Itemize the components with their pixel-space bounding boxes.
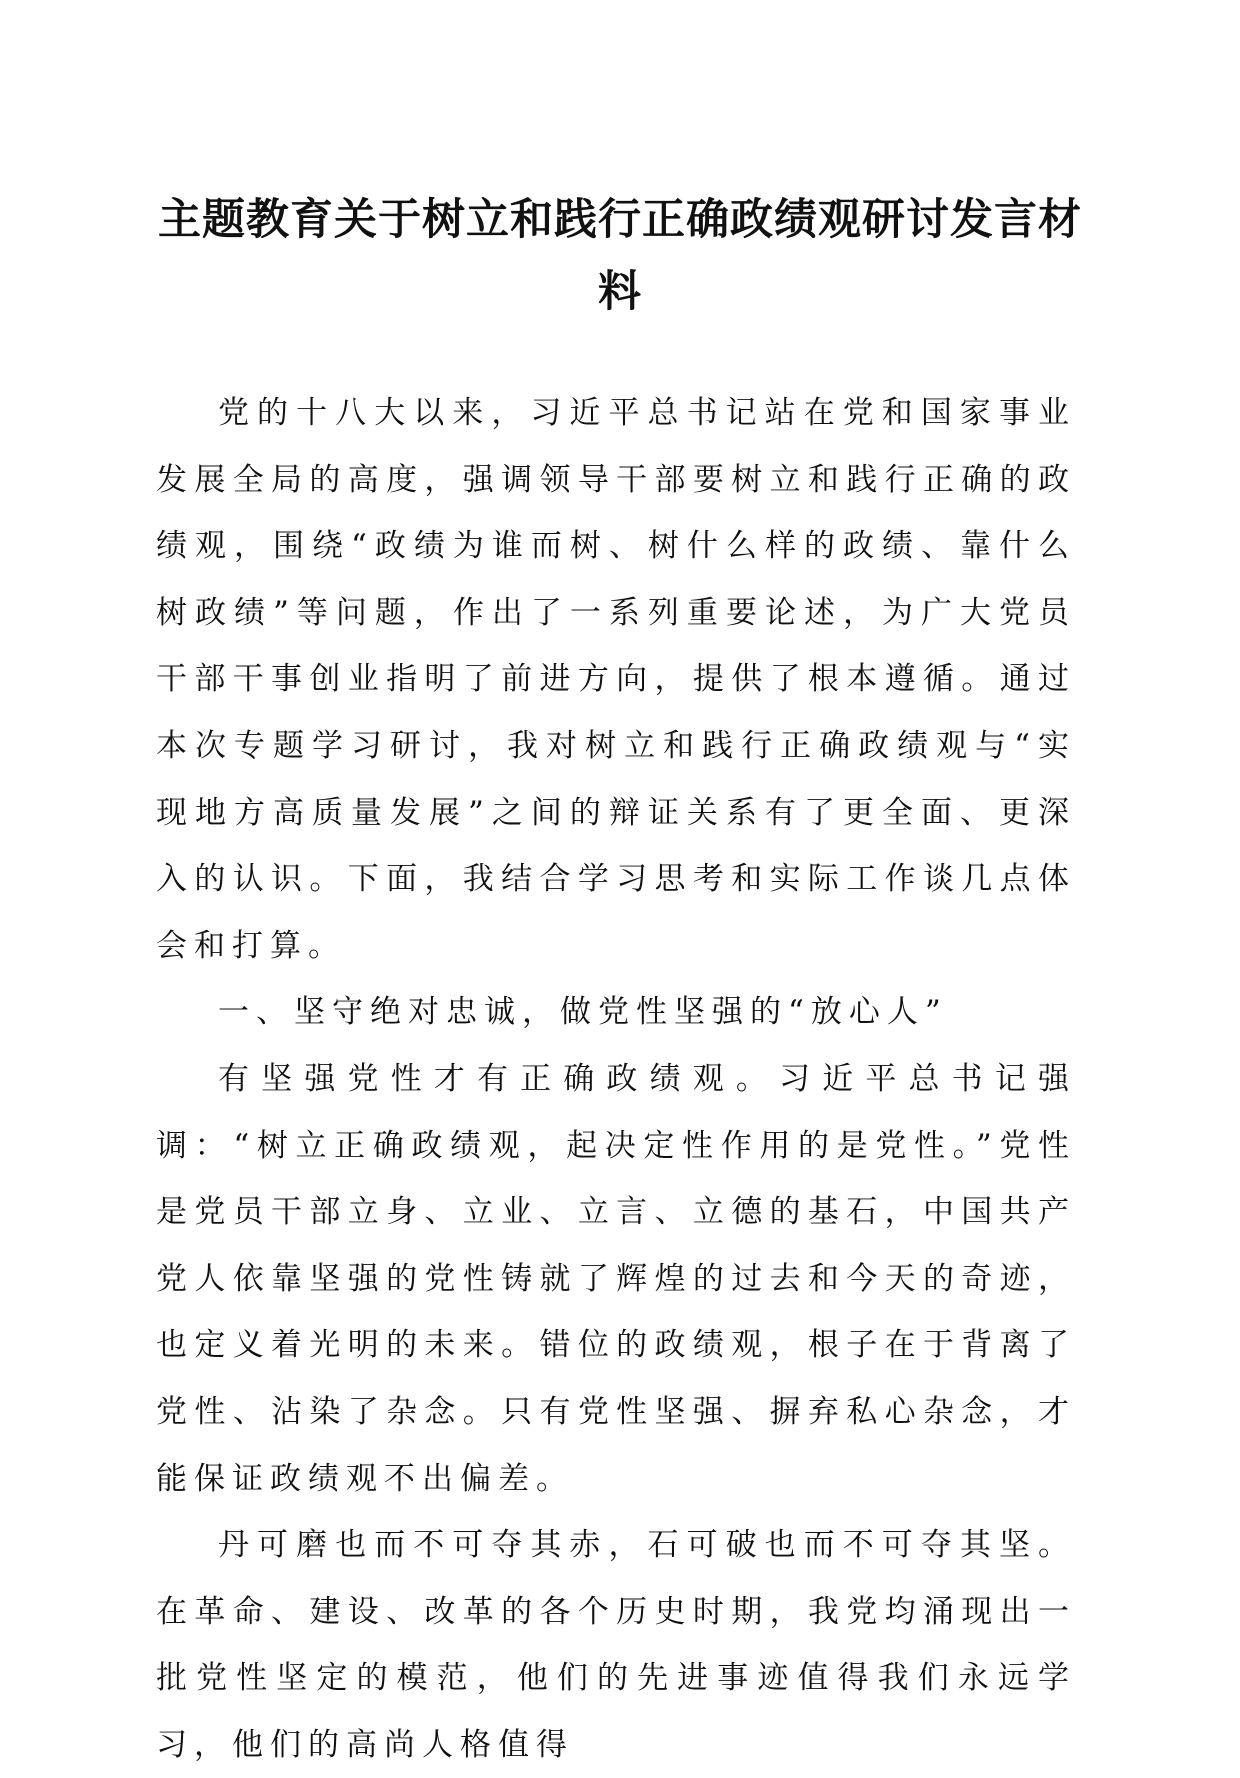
intro-paragraph: 党的十八大以来，习近平总书记站在党和国家事业发展全局的高度，强调领导干部要树立和践行正确的政绩观，围绕“政绩为谁而树、树什么样的政绩、靠什么树政绩”等问题，作出了一系列重要论述，为广大党员干部干事创业指明了前进方向，提供了根本遵循。通过本次专题学习研讨，我对树立和践行正确政绩观与“实现地方高质量发展”之间的辩证关系有了更全面、更深入的认识。下面，我结合学习思考和实际工作谈几点体会和打算。 [156,395,1076,964]
document-title: 主题教育关于树立和践行正确政绩观研讨发言材料 [158,195,1082,317]
section-heading-1: 一、坚守绝对忠诚，做党性坚强的“放心人” [218,994,948,1031]
document-body [156,380,1076,1778]
body-paragraph-models: 丹可磨也而不可夺其赤，石可破也而不可夺其坚。在革命、建设、改革的各个历史时期，我党均涌现出一批党性坚定的模范，他们的先进事迹值得我们永远学习，他们的高尚人格值得 [156,1527,1076,1763]
body-paragraph-party-spirit: 有坚强党性才有正确政绩观。习近平总书记强调：“树立正确政绩观，起决定性作用的是党性。”党性是党员干部立身、立业、立言、立德的基石，中国共产党人依靠坚强的党性铸就了辉煌的过去和今天的奇迹，也定义着光明的未来。错位的政绩观，根子在于背离了党性、沾染了杂念。只有党性坚强、摒弃私心杂念，才能保证政绩观不出偏差。 [156,1060,1076,1497]
